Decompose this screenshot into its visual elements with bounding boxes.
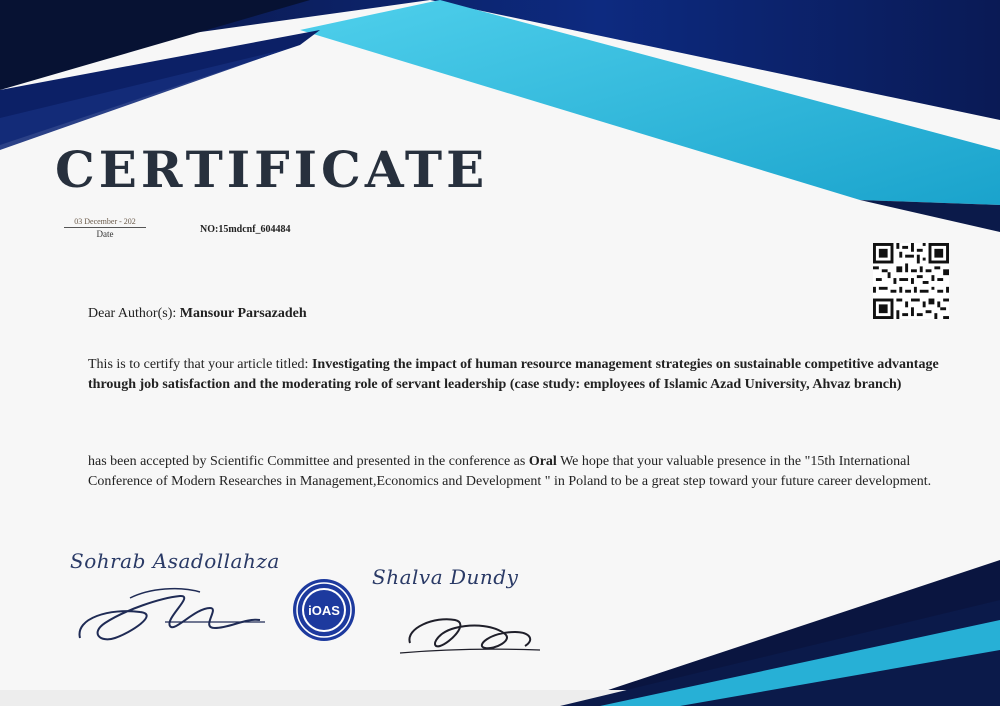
- seal-text: iOAS: [308, 603, 340, 618]
- greeting-line: [88, 306, 307, 322]
- left-signatory-name: Sohrab Asadollahza: [70, 549, 280, 573]
- certificate-title: CERTIFICATE: [55, 140, 489, 199]
- acceptance-paragraph: [88, 452, 948, 492]
- date-block: [64, 217, 146, 239]
- date-label: Date: [96, 229, 114, 239]
- presentation-type: Oral: [528, 454, 557, 469]
- certification-paragraph: [88, 355, 958, 395]
- greeting-label: Dear Author(s):: [88, 306, 177, 321]
- conference-name: "15th International Conference of Modern Researches in Management,Economics and Development ": [88, 454, 911, 489]
- iOAS-seal-icon: [291, 577, 357, 643]
- intro-text: This is to certify that your article titled:: [88, 357, 309, 372]
- article-title: Investigating the impact of human resource management strategies on sustainable competitive advantage through job satisfaction and the moderating role of servant leadership (case study: employees of Islamic Azad University, Ahvaz branch): [88, 357, 939, 392]
- certificate-number: NO:15mdcnf_604484: [200, 224, 291, 235]
- left-signature-icon: [70, 578, 270, 650]
- right-signature-icon: [395, 598, 545, 660]
- closing-text: in Poland to be a great step toward your future career development.: [554, 474, 932, 489]
- date-value: 03 December - 202: [64, 217, 146, 228]
- hope-text: We hope that your valuable presence in the: [560, 454, 802, 469]
- right-signatory-name: Shalva Dundy: [372, 565, 519, 589]
- qr-code-icon: [872, 243, 950, 319]
- accept-text: has been accepted by Scientific Committee and presented in the conference as: [88, 454, 526, 469]
- author-name: Mansour Parsazadeh: [179, 306, 307, 321]
